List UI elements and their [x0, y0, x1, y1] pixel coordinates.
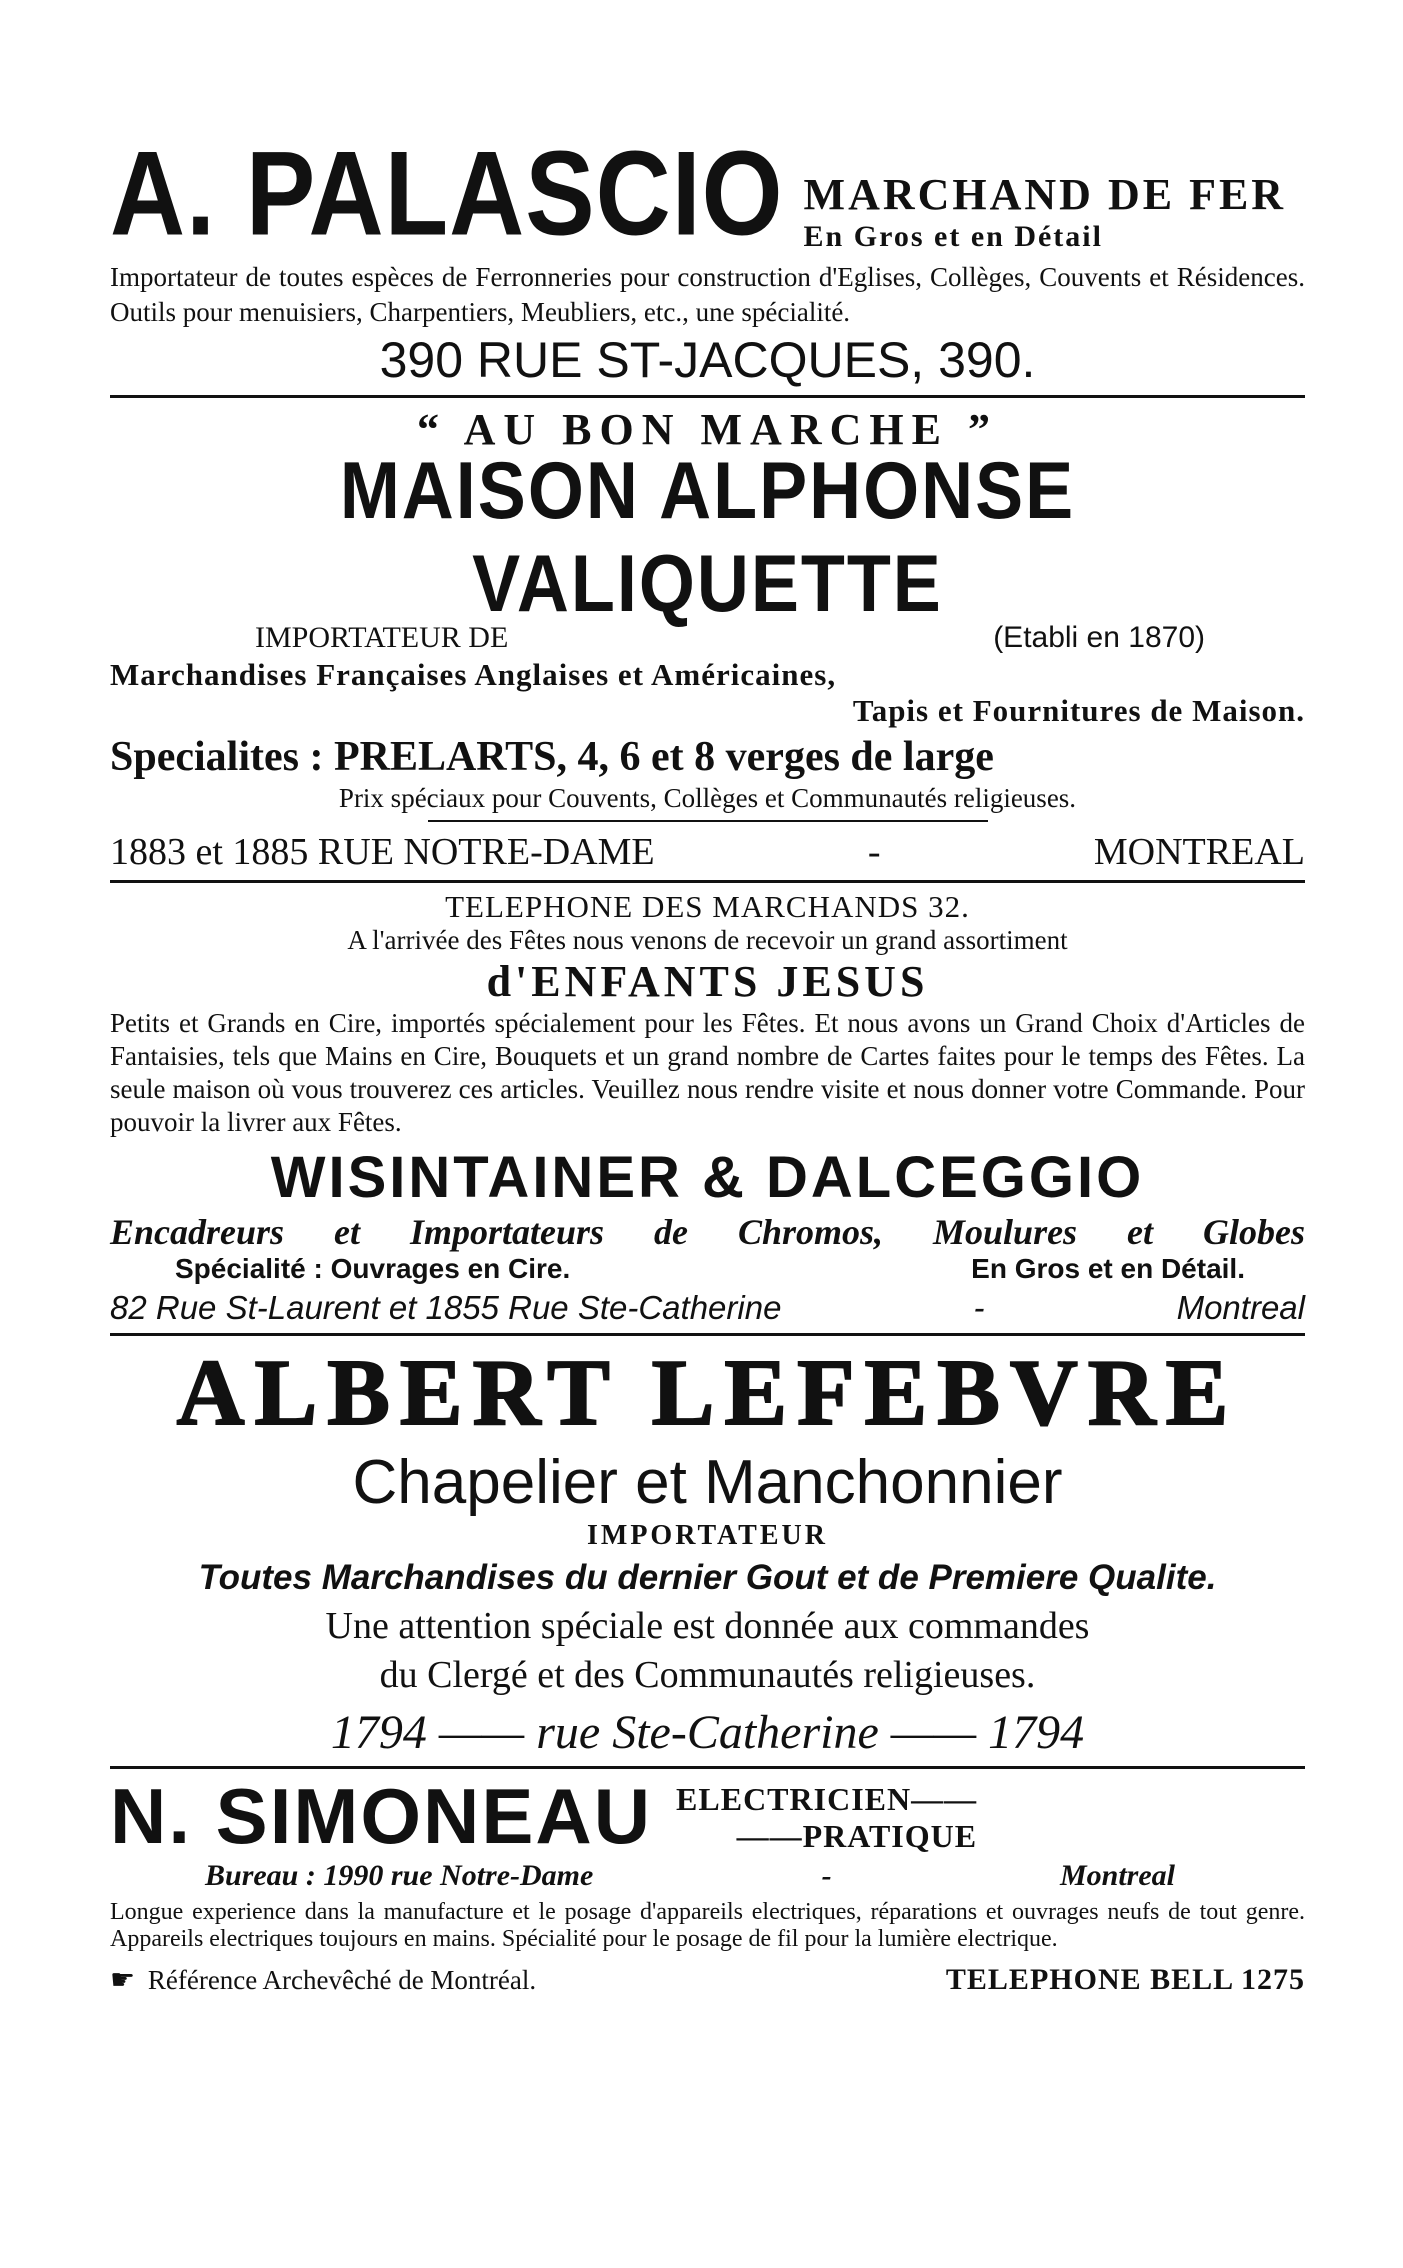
simoneau-tagline-1: ELECTRICIEN—— [676, 1781, 978, 1818]
valiquette-prices: Prix spéciaux pour Couvents, Collèges et Communautés religieuses. [338, 782, 1077, 813]
simoneau-description: Longue experience dans la manufacture et le posage d'appareils electriques, réparations et ouvrages neufs de tout genre. Appareils electriques toujours en mains. Spécialité pour le posage de fil pour la lumière electrique. [110, 1899, 1305, 1953]
enfants-description: Petits et Grands en Cire, importés spécialement pour les Fêtes. Et nous avons un Grand Choix d'Articles de Fantaisies, tels que Mains en Cire, Bouquets et un grand nombre de Cartes faites pour le temps des Fêtes. La seule maison où vous trouverez ces articles. Veuillez nous rendre visite et nous donner votre Commande. Pour pouvoir la livrer aux Fêtes. [110, 1007, 1305, 1137]
simoneau-bureau: Bureau : 1990 rue Notre-Dame [205, 1859, 594, 1893]
divider [428, 820, 988, 822]
ad-wisintainer [110, 1144, 1305, 1327]
wisintainer-city: Montreal [1176, 1289, 1305, 1327]
valiquette-address-dash: - [867, 830, 881, 873]
ad-simoneau [110, 1772, 1305, 1997]
simoneau-name: N. SIMONEAU [110, 1772, 653, 1861]
wisintainer-specialty: Spécialité : Ouvrages en Cire. [175, 1253, 571, 1285]
simoneau-tagline-2: ——PRATIQUE [736, 1818, 978, 1855]
lefebvre-attention-line2: du Clergé et des Communautés religieuses. [379, 1653, 1036, 1696]
lefebvre-quality: Toutes Marchandises du dernier Gout et de Premiere Qualite. [198, 1558, 1217, 1598]
palascio-description: Importateur de toutes espèces de Ferronneries pour construction d'Eglises, Collèges, Couvents et Résidences. Outils pour menuisiers, Charpentiers, Meubliers, etc., une spécialité. [110, 262, 1305, 327]
simoneau-city: Montreal [1059, 1859, 1175, 1893]
divider [110, 395, 1305, 398]
wisintainer-trade: En Gros et en Détail. [971, 1253, 1245, 1285]
divider [110, 880, 1305, 883]
divider [110, 1333, 1305, 1336]
wisintainer-role: Encadreurs et Importateurs de Chromos, Moulures et Globes [110, 1212, 1305, 1253]
lefebvre-address: 1794 —— rue Ste-Catherine —— 1794 [330, 1706, 1085, 1760]
enfants-intro: A l'arrivée des Fêtes nous venons de recevoir un grand assortiment [347, 924, 1068, 955]
palascio-address: 390 RUE ST-JACQUES, 390. [379, 332, 1036, 389]
simoneau-bureau-dash: - [821, 1859, 832, 1893]
simoneau-reference: Référence Archevêché de Montréal. [147, 1965, 537, 1996]
lefebvre-role: Chapelier et Manchonnier [352, 1447, 1063, 1517]
pointing-hand-icon: ☛ [110, 1965, 136, 1997]
valiquette-established: (Etabli en 1870) [993, 620, 1205, 654]
wisintainer-address: 82 Rue St-Laurent et 1855 Rue Ste-Catherine [110, 1289, 782, 1327]
valiquette-motto: “ AU BON MARCHE ” [417, 405, 998, 455]
palascio-trade: En Gros et en Détail [803, 220, 1103, 253]
lefebvre-name: ALBERT LEFEBVRE [176, 1341, 1239, 1446]
valiquette-specialties: Specialites : PRELARTS, 4, 6 et 8 verges de large [110, 733, 994, 780]
ad-lefebvre [110, 1342, 1305, 1760]
valiquette-importer: IMPORTATEUR DE [255, 620, 509, 654]
lefebvre-attention-line1: Une attention spéciale est donnée aux commandes [325, 1605, 1090, 1648]
valiquette-goods-line1: Marchandises Françaises Anglaises et Américaines, [110, 656, 837, 692]
ad-enfants-jesus [110, 889, 1305, 1139]
simoneau-telephone: TELEPHONE BELL 1275 [945, 1963, 1305, 1997]
wisintainer-address-dash: - [973, 1289, 985, 1327]
valiquette-goods-line2: Tapis et Fournitures de Maison. [852, 692, 1305, 728]
valiquette-city: MONTREAL [1093, 830, 1305, 873]
lefebvre-importer: IMPORTATEUR [587, 1520, 828, 1552]
palascio-tagline: MARCHAND DE FER [803, 170, 1287, 219]
valiquette-address: 1883 et 1885 RUE NOTRE-DAME [110, 830, 655, 873]
enfants-telephone: TELEPHONE DES MARCHANDS 32. [445, 888, 970, 924]
wisintainer-name: WISINTAINER & DALCEGGIO [270, 1145, 1145, 1211]
ad-valiquette [110, 404, 1305, 874]
palascio-name: A. PALASCIO [110, 127, 784, 261]
valiquette-name: MAISON ALPHONSE VALIQUETTE [339, 446, 1076, 629]
divider [110, 1766, 1305, 1769]
enfants-title: d'ENFANTS JESUS [486, 956, 929, 1006]
ad-palascio [110, 127, 1305, 389]
advertisement-page [110, 127, 1305, 1997]
